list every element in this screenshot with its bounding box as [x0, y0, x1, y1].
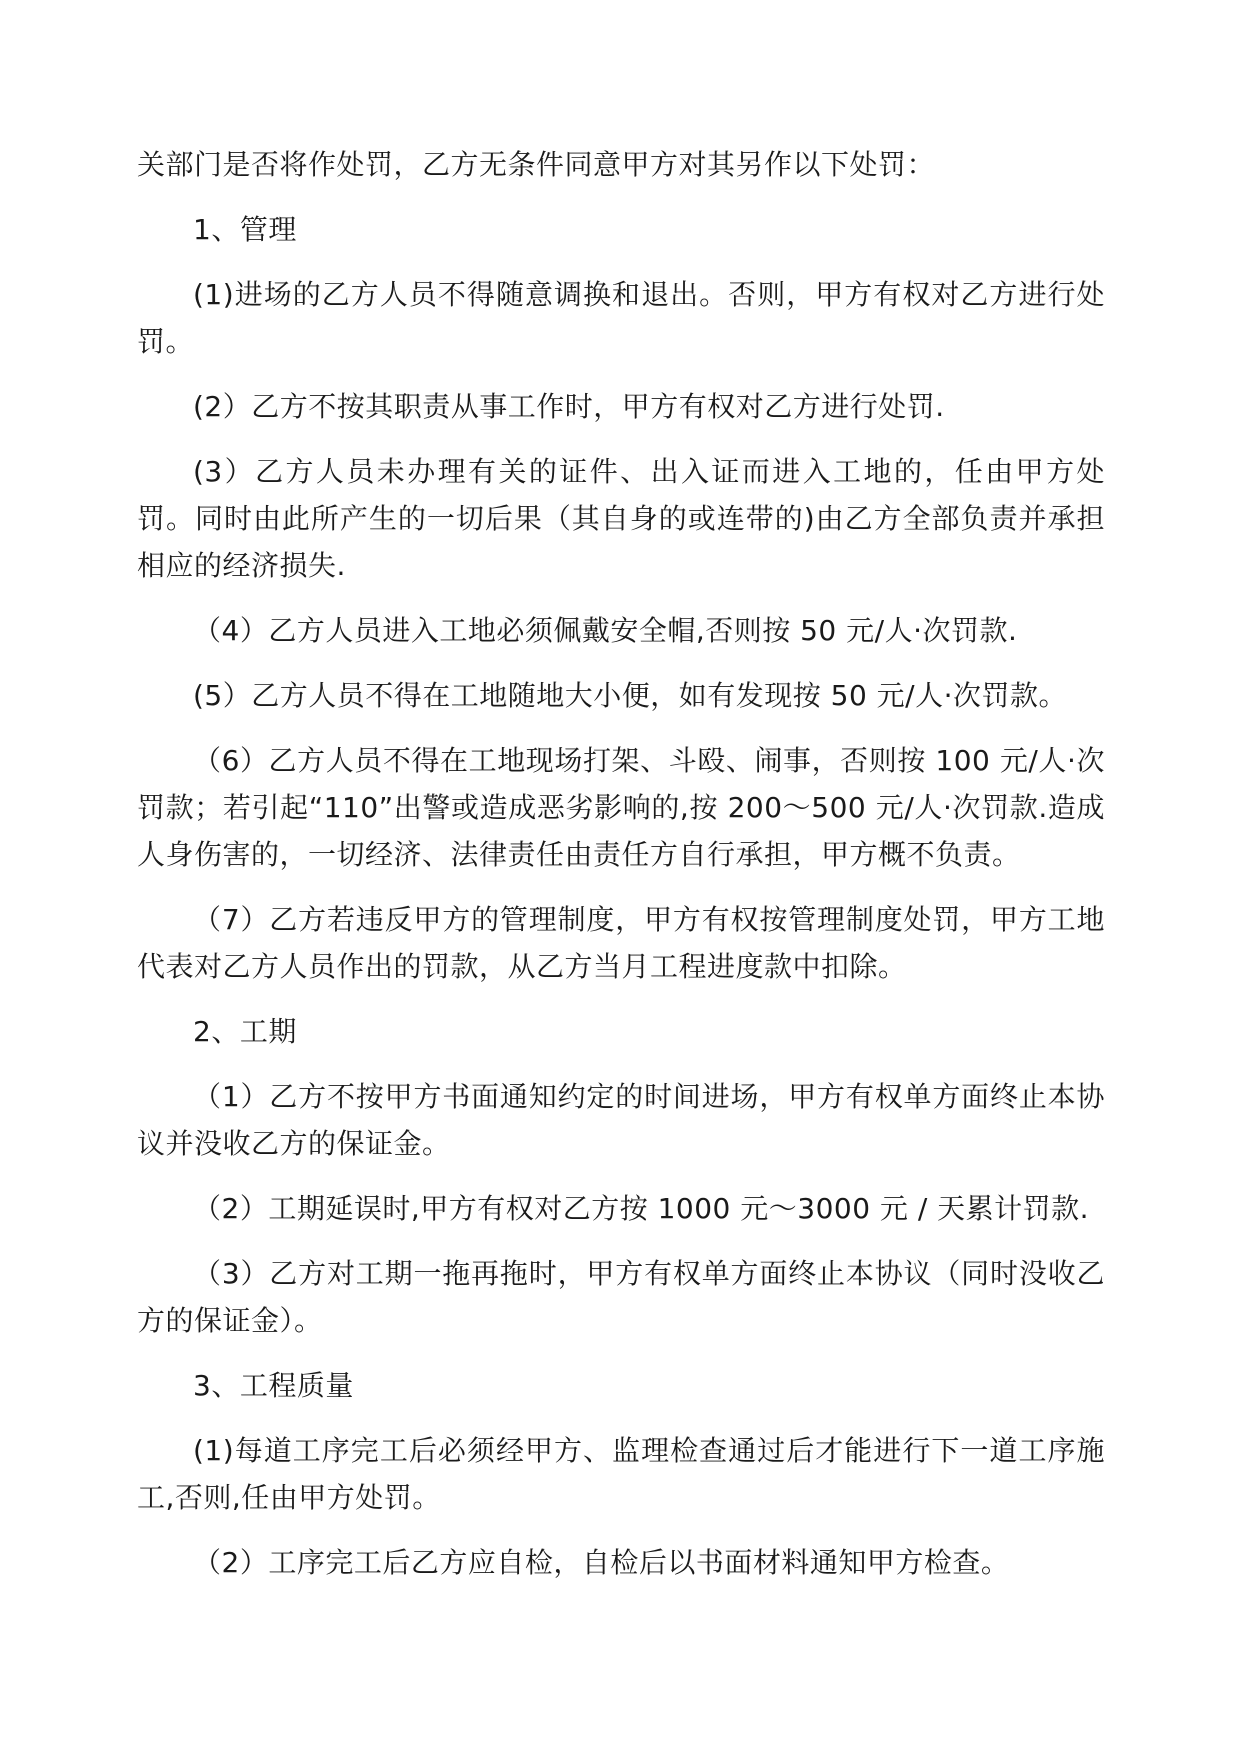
- section-heading-management: 1、管理: [193, 213, 297, 246]
- clause-1-1: (1)进场的乙方人员不得随意调换和退出。否则，甲方有权对乙方进行处罚。: [137, 278, 1105, 358]
- clause-2-3: （3）乙方对工期一拖再拖时，甲方有权单方面终止本协议（同时没收乙方的保证金）。: [137, 1257, 1105, 1337]
- document-body: [137, 141, 1105, 1604]
- clause-2-2: （2）工期延误时,甲方有权对乙方按 1000 元～3000 元 / 天累计罚款.: [193, 1192, 1090, 1225]
- section-heading-schedule: 2、工期: [193, 1015, 297, 1048]
- clause-1-7: （7）乙方若违反甲方的管理制度，甲方有权按管理制度处罚，甲方工地代表对乙方人员作出的罚款，从乙方当月工程进度款中扣除。: [137, 903, 1105, 983]
- clause-3-1: (1)每道工序完工后必须经甲方、监理检查通过后才能进行下一道工序施工,否则,任由甲方处罚。: [137, 1434, 1105, 1514]
- paragraph-continuation: 关部门是否将作处罚，乙方无条件同意甲方对其另作以下处罚：: [137, 148, 936, 181]
- clause-1-5: (5）乙方人员不得在工地随地大小便，如有发现按 50 元/人·次罚款。: [193, 679, 1068, 712]
- clause-1-3: (3）乙方人员未办理有关的证件、出入证而进入工地的，任由甲方处罚。同时由此所产生的一切后果（其自身的或连带的)由乙方全部负责并承担相应的经济损失.: [137, 455, 1105, 582]
- section-heading-quality: 3、工程质量: [193, 1369, 354, 1402]
- clause-1-6: （6）乙方人员不得在工地现场打架、斗殴、闹事，否则按 100 元/人·次罚款；若引起“110”出警或造成恶劣影响的,按 200～500 元/人·次罚款.造成人身伤害的，一切经济、法律责任由责任方自行承担，甲方概不负责。: [137, 744, 1105, 871]
- clause-2-1: （1）乙方不按甲方书面通知约定的时间进场，甲方有权单方面终止本协议并没收乙方的保证金。: [137, 1080, 1105, 1160]
- clause-1-4: （4）乙方人员进入工地必须佩戴安全帽,否则按 50 元/人·次罚款.: [193, 614, 1018, 647]
- clause-3-2: （2）工序完工后乙方应自检，自检后以书面材料通知甲方检查。: [193, 1546, 1010, 1579]
- clause-1-2: (2）乙方不按其职责从事工作时，甲方有权对乙方进行处罚.: [193, 390, 945, 423]
